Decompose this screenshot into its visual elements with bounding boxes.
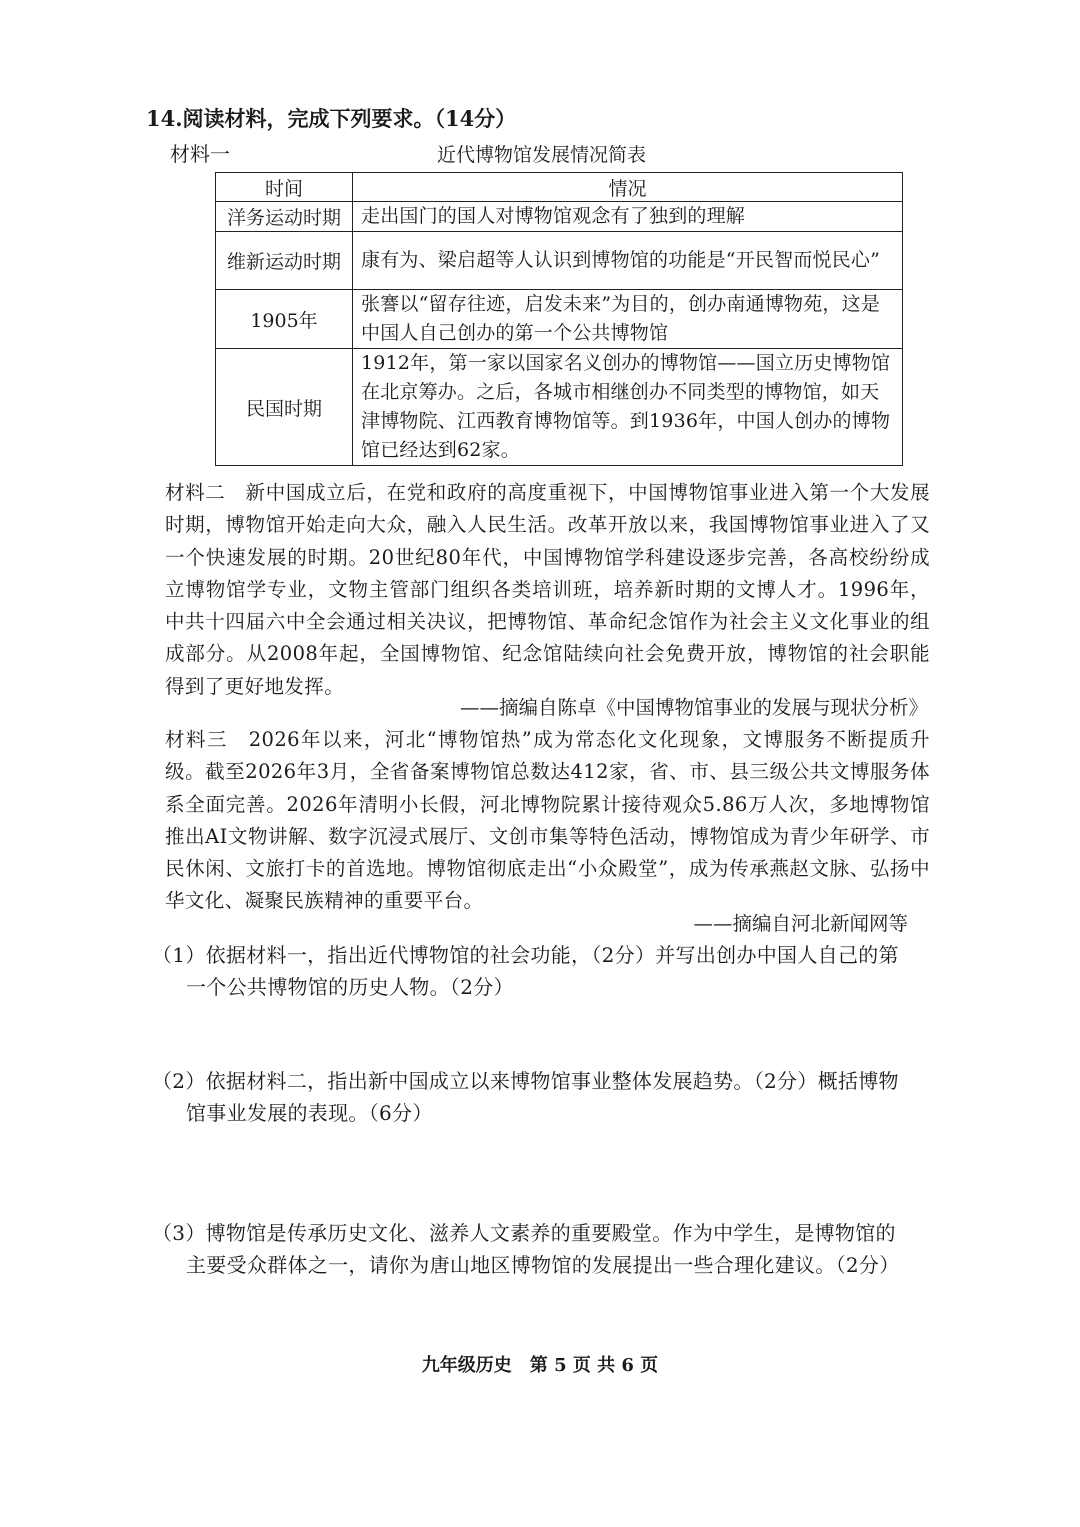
row-period: 1905年 (216, 290, 353, 349)
row-period: 洋务运动时期 (216, 202, 353, 232)
table-row (216, 202, 903, 232)
table-header-row (216, 173, 903, 202)
museum-history-table (215, 172, 903, 466)
table-row (216, 232, 903, 290)
row-situation: 走出国门的国人对博物馆观念有了独到的理解 (353, 202, 903, 232)
row-situation: 康有为、梁启超等人认识到博物馆的功能是“开民智而悦民心” (353, 232, 903, 290)
sub-question-1-line1: （1）依据材料一，指出近代博物馆的社会功能，（2分）并写出创办中国人自己的第 (152, 943, 899, 967)
header-time: 时间 (216, 173, 353, 202)
sub-question-2-line2: 馆事业发展的表现。（6分） (186, 1101, 433, 1125)
row-situation: 张謇以“留存往迹，启发未来”为目的，创办南通博物苑，这是中国人自己创办的第一个公共博物馆 (353, 290, 903, 349)
material3-source: ——摘编自河北新闻网等 (693, 912, 908, 935)
row-period: 维新运动时期 (216, 232, 353, 290)
table-caption: 近代博物馆发展情况简表 (437, 144, 647, 166)
table-row (216, 290, 903, 349)
sub-question-2 (152, 1065, 932, 1129)
sub-question-3-line2: 主要受众群体之一，请你为唐山地区博物馆的发展提出一些合理化建议。（2分） (186, 1253, 900, 1277)
material1-label: 材料一 (170, 142, 230, 166)
table-row (216, 349, 903, 466)
sub-question-1-line2: 一个公共博物馆的历史人物。（2分） (186, 975, 514, 999)
material2-text: 材料二 新中国成立后，在党和政府的高度重视下，中国博物馆事业进入第一个大发展时期，博物馆开始走向大众，融入人民生活。改革开放以来，我国博物馆事业进入了又一个快速发展的时期。20世纪80年代，中国博物馆学科建设逐步完善，各高校纷纷成立博物馆学专业，文物主管部门组织各类培训班，培养新时期的文博人才。1996年，中共十四届六中全会通过相关决议，把博物馆、革命纪念馆作为社会主义文化事业的组成部分。从2008年起，全国博物馆、纪念馆陆续向社会免费开放，博物馆的社会职能得到了更好地发挥。 (165, 481, 930, 698)
page-footer: 九年级历史 第 5 页 共 6 页 (421, 1355, 659, 1376)
row-period: 民国时期 (216, 349, 353, 466)
row-situation: 1912年，第一家以国家名义创办的博物馆——国立历史博物馆在北京筹办。之后，各城市相继创办不同类型的博物馆，如天津博物院、江西教育博物馆等。到1936年，中国人创办的博物馆已经达到62家。 (353, 349, 903, 466)
sub-question-3 (152, 1217, 932, 1281)
question-title: 14.阅读材料，完成下列要求。（14分） (146, 106, 517, 131)
material3-text: 材料三 2026年以来，河北“博物馆热”成为常态化文化现象，文博服务不断提质升级。截至2026年3月，全省备案博物馆总数达412家，省、市、县三级公共文博服务体系全面完善。2026年清明小长假，河北博物院累计接待观众5.86万人次，多地博物馆推出AI文物讲解、数字沉浸式展厅、文创市集等特色活动，博物馆成为青少年研学、市民休闲、文旅打卡的首选地。博物馆彻底走出“小众殿堂”，成为传承燕赵文脉、弘扬中华文化、凝聚民族精神的重要平台。 (165, 728, 930, 913)
material2-source: ——摘编自陈卓《中国博物馆事业的发展与现状分析》 (459, 696, 928, 719)
sub-question-2-line1: （2）依据材料二，指出新中国成立以来博物馆事业整体发展趋势。（2分）概括博物 (152, 1069, 899, 1093)
header-situation: 情况 (353, 173, 903, 202)
sub-question-3-line1: （3）博物馆是传承历史文化、滋养人文素养的重要殿堂。作为中学生，是博物馆的 (152, 1221, 896, 1245)
sub-question-1 (152, 939, 932, 1003)
